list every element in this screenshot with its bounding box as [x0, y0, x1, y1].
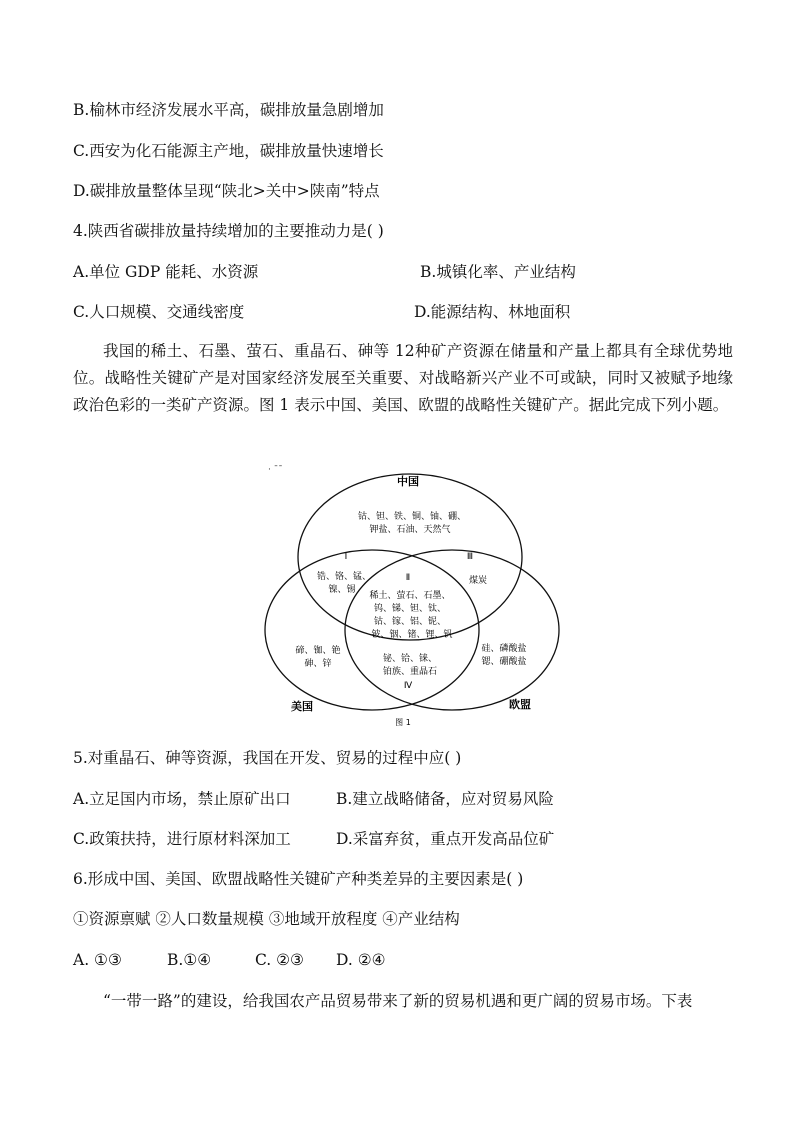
- label-usa: 美国: [291, 700, 313, 713]
- q4-option-b: B.城镇化率、产业结构: [420, 263, 576, 281]
- q5-option-c: C.政策扶持，进行原材料深加工: [73, 830, 291, 848]
- venn-figure: [260, 462, 560, 732]
- region-ii-line3: 钴、镓、铝、铌、: [373, 617, 447, 627]
- region-iv-label: Ⅳ: [403, 681, 413, 691]
- usa-only-line1: 碲、铷、铯: [295, 646, 341, 656]
- china-only-line1: 钴、钽、铁、铜、铀、硼、: [357, 512, 467, 522]
- label-china: 中国: [397, 475, 419, 488]
- q3-option-c: C.西安为化石能源主产地，碳排放量快速增长: [73, 142, 384, 160]
- svg-text:· ˉˉ: · ˉˉ: [268, 465, 283, 475]
- q6-stem: 6.形成中国、美国、欧盟战略性关键矿产种类差异的主要因素是( ): [73, 870, 524, 888]
- china-only-line2: 钾盐、石油、天然气: [369, 525, 451, 535]
- passage-belt-road: “一带一路”的建设，给我国农产品贸易带来了新的贸易机遇和更广阔的贸易市场。下表: [103, 992, 693, 1010]
- region-i-line1: 锆、铬、锰、: [316, 572, 372, 582]
- q6-option-a: A. ①③: [73, 951, 122, 969]
- q5-stem: 5.对重晶石、砷等资源，我国在开发、贸易的过程中应( ): [73, 749, 462, 767]
- passage-minerals: 我国的稀土、石墨、萤石、重晶石、砷等 12种矿产资源在储量和产量上都具有全球优势地位。战略性关键矿产是对国家经济发展至关重要、对战略新兴产业不可或缺，同时又被赋予地缘政治色彩的一类矿产资源。图 1 表示中国、美国、欧盟的战略性关键矿产。据此完成下列小题。: [73, 342, 733, 414]
- region-iv-line2: 铂族、重晶石: [382, 667, 438, 677]
- eu-only-line1: 硅、磷酸盐: [481, 644, 527, 654]
- region-ii-label: Ⅱ: [405, 573, 411, 583]
- region-iii-text: 煤炭: [468, 576, 488, 586]
- region-iv-line1: 铋、铪、铼、: [382, 654, 438, 664]
- region-iii-label: Ⅲ: [466, 552, 474, 562]
- q6-factors: ①资源禀赋 ②人口数量规模 ③地域开放程度 ④产业结构: [73, 910, 460, 928]
- region-ii-line2: 钨、锑、钽、钛、: [373, 604, 447, 614]
- region-i-line2: 镍、锡: [328, 585, 356, 595]
- q3-option-d: D.碳排放量整体呈现“陕北>关中>陕南”特点: [73, 182, 380, 200]
- q4-option-a: A.单位 GDP 能耗、水资源: [73, 263, 259, 281]
- label-eu: 欧盟: [509, 698, 531, 711]
- q6-option-d: D. ②④: [336, 951, 386, 969]
- region-ii-line1: 稀土、萤石、石墨、: [369, 591, 451, 601]
- q5-option-d: D.采富弃贫，重点开发高品位矿: [336, 830, 555, 848]
- q4-stem: 4.陕西省碳排放量持续增加的主要推动力是( ): [73, 222, 384, 240]
- q4-option-d: D.能源结构、林地面积: [414, 303, 571, 321]
- q6-option-c: C. ②③: [255, 951, 304, 969]
- q5-option-b: B.建立战略储备，应对贸易风险: [336, 790, 554, 808]
- region-ii-line4: 铍、铟、锗、锂、钒: [371, 630, 453, 640]
- usa-only-line2: 砷、锌: [304, 659, 332, 669]
- q5-option-a: A.立足国内市场，禁止原矿出口: [73, 790, 291, 808]
- figure-caption: 图 1: [395, 718, 411, 727]
- q4-option-c: C.人口规模、交通线密度: [73, 303, 245, 321]
- region-i-label: Ⅰ: [344, 552, 348, 562]
- q3-option-b: B.榆林市经济发展水平高，碳排放量急剧增加: [73, 101, 384, 119]
- q6-option-b: B.①④: [167, 951, 212, 969]
- eu-only-line2: 锶、硼酸盐: [481, 657, 527, 667]
